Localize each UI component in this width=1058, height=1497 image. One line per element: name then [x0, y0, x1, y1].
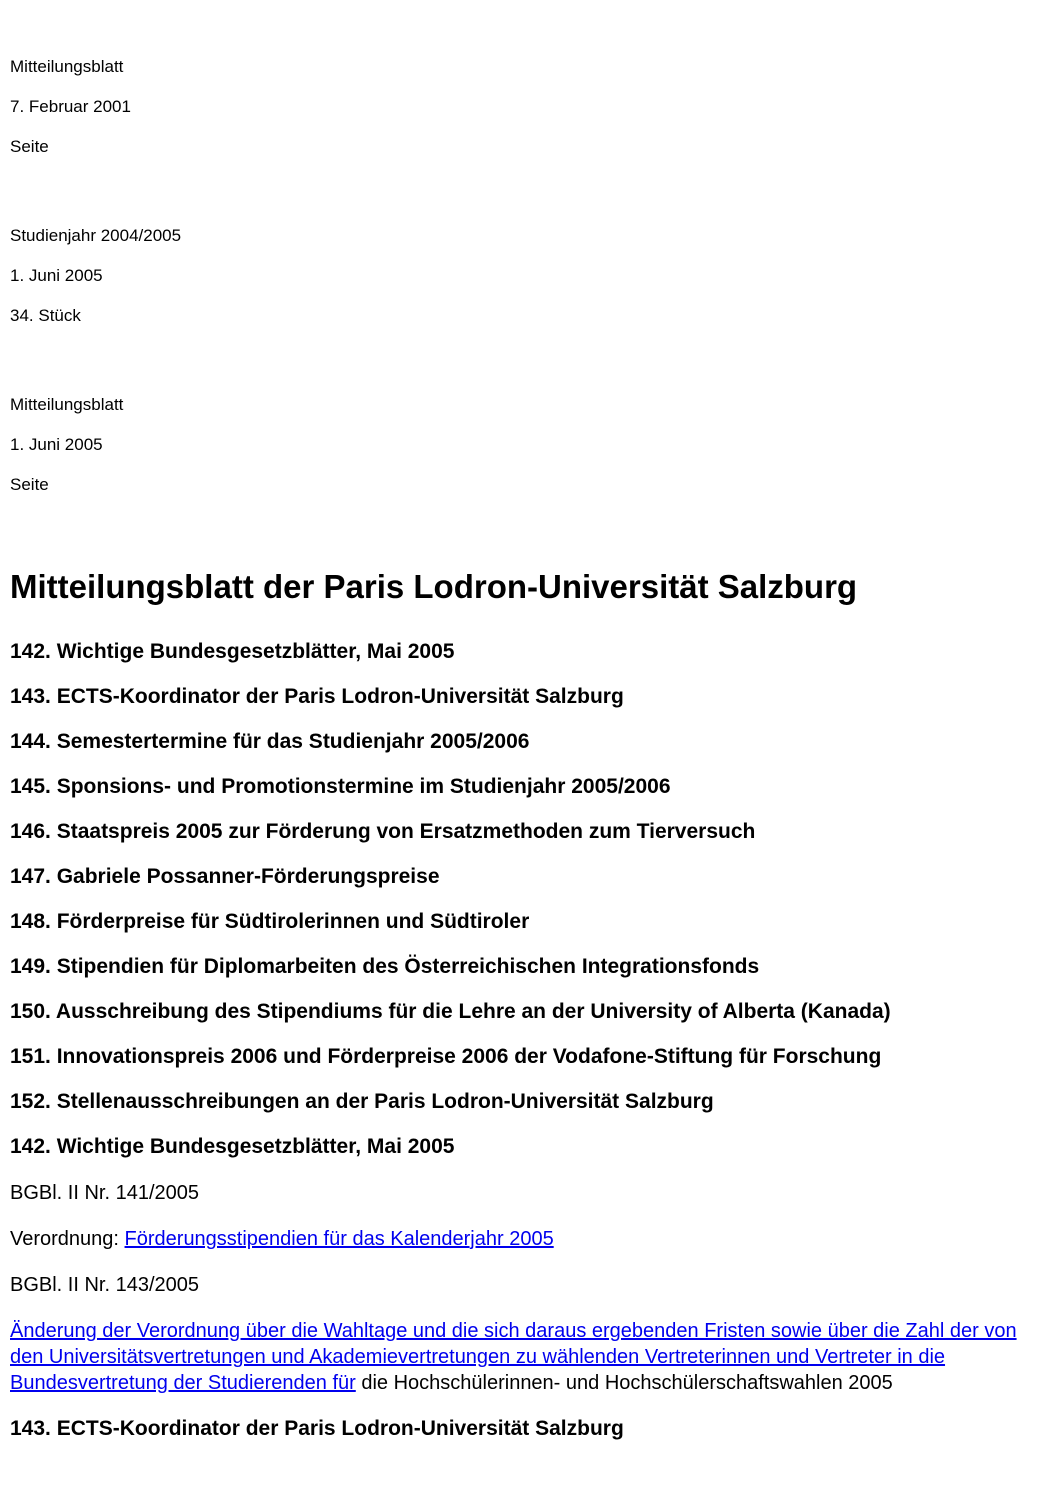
toc-item-147: 147. Gabriele Possanner-Förderungspreise [10, 865, 440, 888]
doc-header-line: Mitteilungsblatt [10, 395, 124, 414]
toc-item-152: 152. Stellenausschreibungen an der Paris Lodron-Universität Salzburg [10, 1090, 714, 1113]
doc-header-line: 34. Stück [10, 306, 81, 325]
doc-header-line: 1. Juni 2005 [10, 266, 103, 285]
toc-item-146: 146. Staatspreis 2005 zur Förderung von Ersatzmethoden zum Tierversuch [10, 820, 756, 843]
doc-header-block-2 [10, 226, 1052, 325]
doc-header-block-1 [10, 57, 1052, 156]
doc-header-line: 1. Juni 2005 [10, 435, 103, 454]
toc-item-149: 149. Stipendien für Diplomarbeiten des Österreichischen Integrationsfonds [10, 955, 760, 978]
verordnung-line [10, 1226, 1052, 1252]
toc-item-150: 150. Ausschreibung des Stipendiums für die Lehre an der University of Alberta (Kanada) [10, 1000, 891, 1023]
section-heading-142: 142. Wichtige Bundesgesetzblätter, Mai 2005 [10, 1135, 455, 1158]
toc-item-145: 145. Sponsions- und Promotionstermine im Studienjahr 2005/2006 [10, 775, 671, 798]
bgbl-ref-143: BGBl. II Nr. 143/2005 [10, 1274, 199, 1296]
section-heading-143: 143. ECTS-Koordinator der Paris Lodron-Universität Salzburg [10, 1417, 624, 1440]
toc-item-143: 143. ECTS-Koordinator der Paris Lodron-Universität Salzburg [10, 685, 624, 708]
doc-header-line: Mitteilungsblatt [10, 57, 124, 76]
toc-item-144: 144. Semestertermine für das Studienjahr 2005/2006 [10, 730, 530, 753]
doc-header-line: 7. Februar 2001 [10, 97, 131, 116]
doc-header-line: Seite [10, 137, 49, 156]
wahltage-paragraph [10, 1318, 1052, 1396]
verordnung-label: Verordnung: [10, 1228, 125, 1250]
bgbl-ref-141: BGBl. II Nr. 141/2005 [10, 1182, 199, 1204]
doc-header-line: Seite [10, 475, 49, 494]
doc-header-line: Studienjahr 2004/2005 [10, 226, 182, 245]
toc-item-148: 148. Förderpreise für Südtirolerinnen und Südtiroler [10, 910, 530, 933]
wahltage-verordnung-link[interactable]: Änderung der Verordnung über die Wahltage und die sich daraus ergebenden Fristen sowie über die Zahl der von den Universitätsvertretungen und Akademievertretungen zu wählenden Vertreterinnen und Vertreter in die Bundesvertretung der Studierenden für [10, 1320, 1017, 1394]
page-title: Mitteilungsblatt der Paris Lodron-Universität Salzburg [10, 568, 858, 605]
wahltage-tail-text: die Hochschülerinnen- und Hochschülerschaftswahlen 2005 [355, 1372, 893, 1394]
toc-item-142: 142. Wichtige Bundesgesetzblätter, Mai 2005 [10, 640, 455, 663]
toc-item-151: 151. Innovationspreis 2006 und Förderpreise 2006 der Vodafone-Stiftung für Forschung [10, 1045, 882, 1068]
doc-header-block-3 [10, 395, 1052, 494]
foerderungsstipendien-link[interactable]: Förderungsstipendien für das Kalenderjahr 2005 [124, 1228, 554, 1250]
